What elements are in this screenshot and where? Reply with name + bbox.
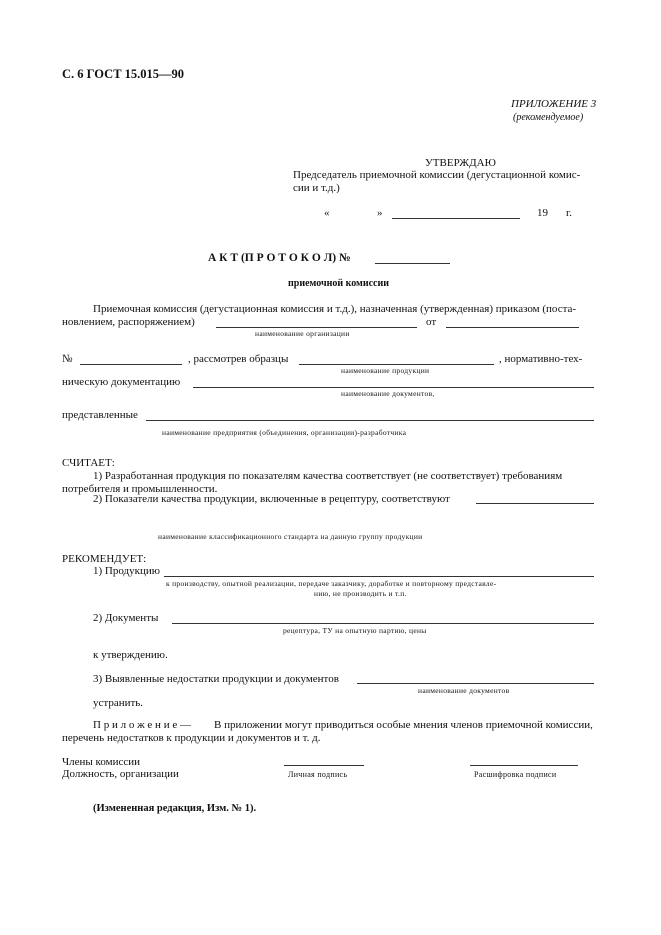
chair-line-2: сии и т.д.): [293, 182, 340, 194]
chair-line-1: Председатель приемочной комиссии (дегустационной комис-: [293, 169, 581, 181]
para1-line2: новлением, распоряжением): [62, 316, 195, 328]
members-label: Члены комиссии: [62, 756, 141, 768]
note-line2: перечень недостатков к продукции и документов и т. д.: [62, 732, 321, 744]
caption-personal-signature: Личная подпись: [288, 770, 348, 779]
year-suffix: г.: [566, 207, 573, 219]
developer-field[interactable]: [146, 420, 594, 421]
caption-recommend-1-line1: к производству, опытной реализации, передаче заказчику, доработке и повторному представле-: [166, 579, 497, 588]
consider-1-line1: 1) Разработанная продукция по показателям качества соответствует (не соответствует) требованиям: [93, 470, 563, 482]
caption-recommend-1-line2: нию, не производить и т.п.: [314, 589, 407, 598]
product-samples-field[interactable]: [299, 364, 494, 365]
date-month-field[interactable]: [392, 218, 520, 219]
organization-field[interactable]: [216, 327, 417, 328]
recommend-2-after: к утверждению.: [93, 649, 168, 661]
caption-decoding: Расшифровка подписи: [474, 770, 557, 779]
note-line1: В приложении могут приводиться особые мнения членов приемочной комиссии,: [214, 719, 593, 731]
date-open-quote: «: [324, 207, 330, 219]
approve-label: УТВЕРЖДАЮ: [425, 157, 496, 169]
revision-note: (Измененная редакция, Изм. № 1).: [93, 803, 257, 814]
caption-developer: наименование предприятия (объединения, организации)-разработчика: [162, 428, 407, 437]
caption-organization: наименование организации: [255, 329, 350, 338]
recommend-3-after: устранить.: [93, 697, 144, 709]
recommend-2: 2) Документы: [93, 612, 159, 624]
recommends-heading: РЕКОМЕНДУЕТ:: [62, 553, 147, 565]
personal-signature-field[interactable]: [284, 765, 364, 766]
order-number-field[interactable]: [80, 364, 182, 365]
note-label: П р и л о ж е н и е —: [93, 719, 191, 731]
order-date-field[interactable]: [446, 327, 579, 328]
normative-label: , нормативно-тех-: [499, 353, 583, 365]
caption-recommend-2: рецептура, ТУ на опытную партию, цены: [283, 626, 427, 635]
from-label: от: [426, 316, 437, 328]
deficiencies-field[interactable]: [357, 683, 594, 684]
para1-line1: Приемочная комиссия (дегустационная комиссия и т.д.), назначенная (утвержденная) приказом (поста-: [93, 303, 577, 315]
documents-field[interactable]: [172, 623, 594, 624]
recommend-3: 3) Выявленные недостатки продукции и документов: [93, 673, 339, 685]
consider-2: 2) Показатели качества продукции, включенные в рецептуру, соответствуют: [93, 493, 450, 505]
tech-docs-label: ническую документацию: [62, 376, 181, 388]
act-subtitle: приемочной комиссии: [288, 278, 390, 289]
considers-heading: СЧИТАЕТ:: [62, 457, 115, 469]
caption-recommend-3: наименование документов: [418, 686, 510, 695]
tech-docs-field[interactable]: [193, 387, 594, 388]
caption-documents: наименование документов,: [341, 389, 435, 398]
act-title: А К Т (П Р О Т О К О Л) №: [208, 252, 351, 264]
recommend-1: 1) Продукцию: [93, 565, 160, 577]
appendix-title: ПРИЛОЖЕНИЕ 3: [511, 98, 597, 110]
decoding-field[interactable]: [470, 765, 578, 766]
act-number-field[interactable]: [375, 263, 450, 264]
consider-1-line2: потребителя и промышленности.: [62, 483, 218, 495]
date-close-quote: »: [377, 207, 383, 219]
year-prefix: 19: [537, 207, 548, 219]
appendix-note: (рекомендуемое): [513, 112, 584, 123]
presented-label: представленные: [62, 409, 138, 421]
examined-label: , рассмотрев образцы: [188, 353, 289, 365]
caption-product: наименование продукции: [341, 366, 430, 375]
number-sign: №: [62, 353, 73, 365]
position-label: Должность, организации: [62, 768, 179, 780]
caption-standard: наименование классификационного стандарта на данную группу продукции: [158, 532, 423, 541]
product-decision-field[interactable]: [164, 576, 594, 577]
standard-field[interactable]: [476, 503, 594, 504]
page-reference: С. 6 ГОСТ 15.015—90: [62, 67, 185, 81]
